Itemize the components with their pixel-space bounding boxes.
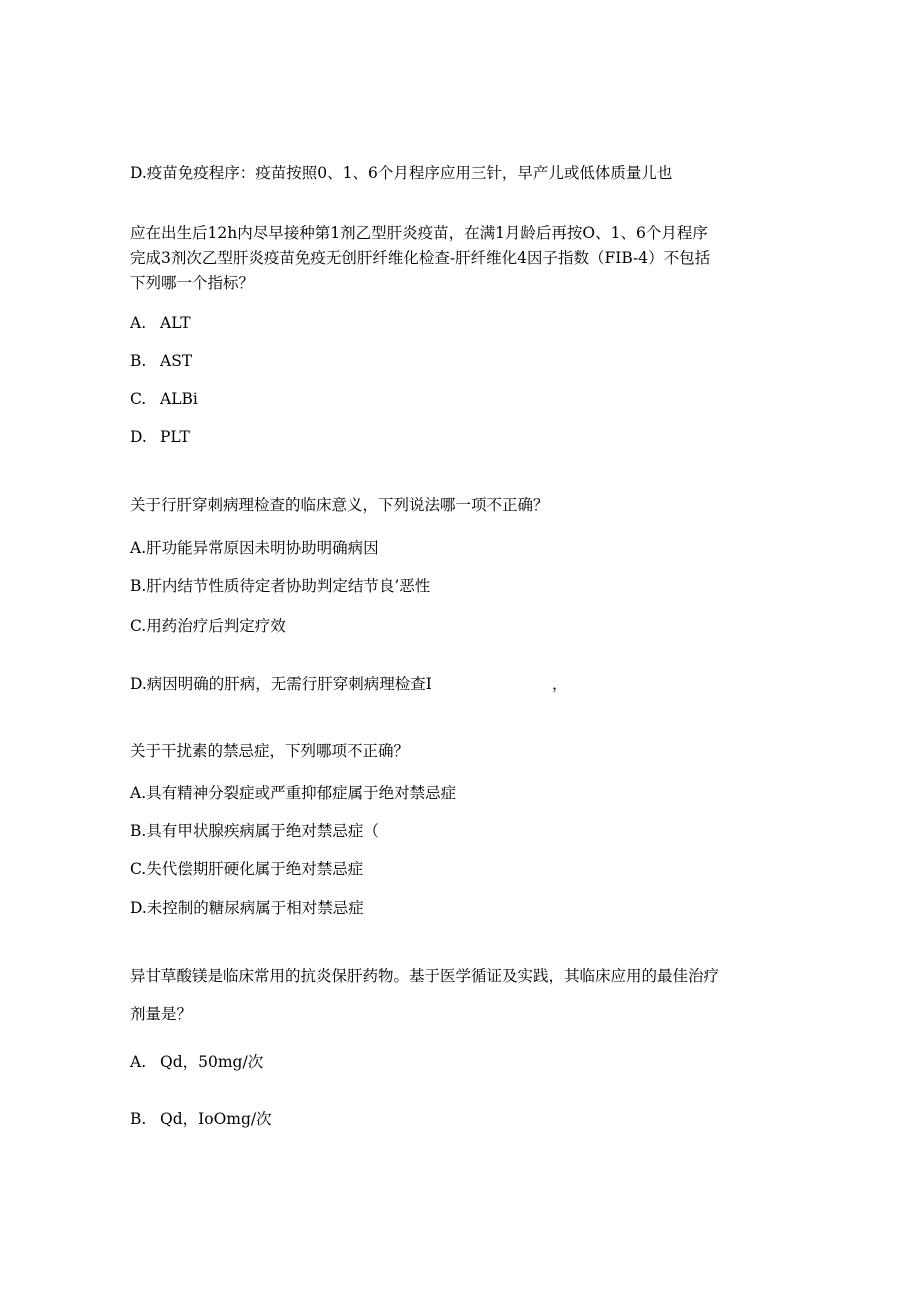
liver-biopsy-option-d: D.病因明确的肝病，无需行肝穿刺病理检查I bbox=[130, 675, 432, 693]
paragraph-line-3: 完成3剂次乙型肝炎疫苗免疫无创肝纤维化检查-肝纤维化4因子指数（FIB-4）不包括 bbox=[130, 249, 711, 267]
option-label: A. bbox=[130, 314, 147, 332]
trailing-comma: ， bbox=[552, 675, 568, 693]
option-text: Qd，IoOmg/次 bbox=[160, 1110, 272, 1128]
fib4-option-a bbox=[130, 313, 191, 333]
fib4-option-c bbox=[130, 389, 198, 409]
glycyrrhizinate-option-b bbox=[130, 1109, 272, 1129]
option-text: AST bbox=[160, 352, 193, 370]
option-text: ALBi bbox=[160, 390, 198, 408]
liver-biopsy-option-a: A.肝功能异常原因未明协助明确病因 bbox=[130, 539, 379, 557]
glycyrrhizinate-option-a bbox=[130, 1052, 263, 1072]
interferon-option-d: D.未控制的糖尿病属于相对禁忌症 bbox=[130, 899, 364, 917]
option-d-vaccine-schedule: D.疫苗免疫程序：疫苗按照0、1、6个月程序应用三针，早产儿或低体质量儿也 bbox=[130, 164, 673, 182]
interferon-option-a: A.具有精神分裂症或严重抑郁症属于绝对禁忌症 bbox=[130, 784, 457, 802]
option-label: C. bbox=[130, 390, 147, 408]
interferon-option-b: B.具有甲状腺疾病属于绝对禁忌症（ bbox=[130, 822, 379, 840]
question-glycyrrhizinate-stem-line2: 剂量是？ bbox=[130, 1005, 193, 1023]
question-liver-biopsy-stem: 关于行肝穿刺病理检查的临床意义，下列说法哪一项不正确？ bbox=[130, 496, 549, 514]
option-label: D. bbox=[130, 428, 147, 446]
option-label: B. bbox=[130, 352, 147, 370]
option-text: Qd，50mg/次 bbox=[160, 1053, 264, 1071]
question-interferon-stem: 关于干扰素的禁忌症，下列哪项不正确？ bbox=[130, 742, 410, 760]
question-glycyrrhizinate-stem-line1: 异甘草酸镁是临床常用的抗炎保肝药物。基于医学循证及实践，其临床应用的最佳治疗 bbox=[130, 967, 720, 985]
question-fib4-stem: 下列哪一个指标？ bbox=[130, 274, 255, 292]
paragraph-line-2: 应在出生后12h内尽早接种第1剂乙型肝炎疫苗，在满1月龄后再按O、1、6个月程序 bbox=[130, 224, 708, 242]
interferon-option-c: C.失代偿期肝硬化属于绝对禁忌症 bbox=[130, 860, 364, 878]
option-text: ALT bbox=[160, 314, 191, 332]
option-label: B. bbox=[130, 1110, 147, 1128]
option-label: A. bbox=[130, 1053, 147, 1071]
liver-biopsy-option-c: C.用药治疗后判定疗效 bbox=[130, 617, 286, 635]
fib4-option-b bbox=[130, 351, 192, 371]
option-text: PLT bbox=[160, 428, 190, 446]
liver-biopsy-option-b: B.肝内结节性质待定者协助判定结节良’恶性 bbox=[130, 577, 431, 595]
fib4-option-d bbox=[130, 427, 190, 447]
